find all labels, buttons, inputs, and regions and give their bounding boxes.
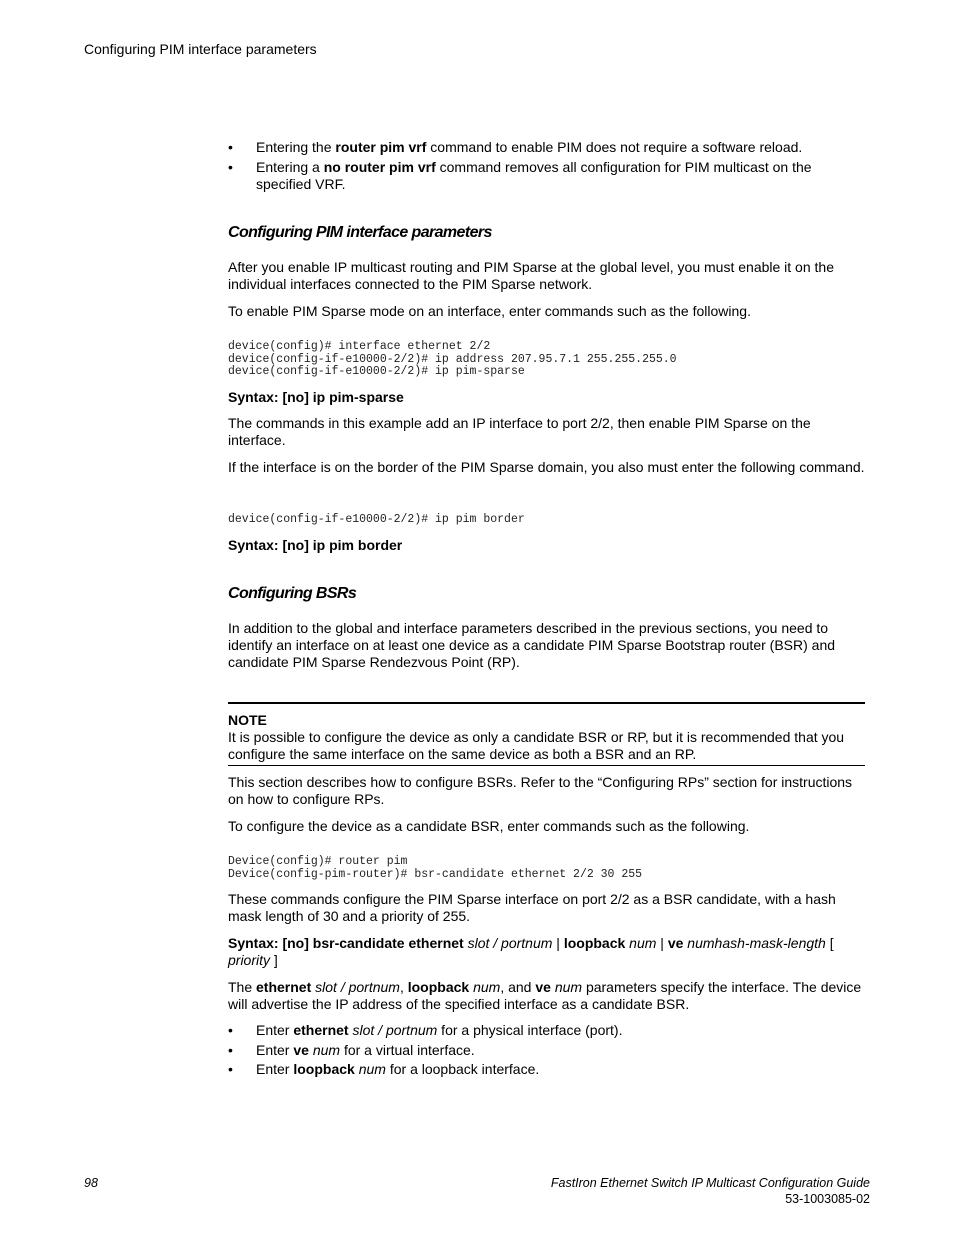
bullet-text: Entering a — [256, 159, 324, 175]
text-run: num — [469, 979, 501, 995]
code-line: Device(config-pim-router)# bsr-candidate ethernet 2/2 30 255 — [228, 867, 643, 881]
paragraph: The commands in this example add an IP interface to port 2/2, then enable PIM Sparse on the interface. — [228, 415, 811, 448]
note-top-rule — [228, 702, 865, 704]
paragraph: To configure the device as a candidate BSR, enter commands such as the following. — [228, 818, 750, 834]
text-run: num — [308, 1042, 341, 1058]
bullet-icon: • — [228, 1042, 233, 1058]
code-line: Device(config)# router pim — [228, 855, 408, 868]
text-run: num — [354, 1061, 386, 1077]
paragraph: After you enable IP multicast routing and PIM Sparse at the global level, you must enable it on the individual interfaces connected to the PIM Sparse network. — [228, 259, 834, 292]
text-run: Enter — [256, 1022, 294, 1038]
code-line: device(config-if-e10000-2/2)# ip pim-sparse — [228, 365, 525, 378]
text-run: Enter — [256, 1042, 294, 1058]
syntax-sep: | — [552, 935, 564, 951]
syntax-sep: ] — [270, 952, 278, 968]
page-number: 98 — [84, 1176, 98, 1190]
syntax-param: hash-mask-length — [714, 935, 826, 951]
text-run: for a loopback interface. — [385, 1061, 540, 1077]
syntax-keyword: ve — [667, 935, 684, 951]
syntax-line — [228, 935, 868, 969]
paragraph: These commands configure the PIM Sparse interface on port 2/2 as a BSR candidate, with a hash mask length of 30 and a priority of 255. — [228, 891, 836, 924]
syntax-keyword: loopback — [563, 935, 626, 951]
paragraph: To enable PIM Sparse mode on an interface, enter commands such as the following. — [228, 303, 751, 319]
text-run: loopback — [407, 979, 470, 995]
code-block — [228, 856, 868, 881]
syntax-param: slot / portnum — [463, 935, 553, 951]
guide-title: FastIron Ethernet Switch IP Multicast Configuration Guide — [550, 1176, 870, 1190]
code-line: device(config-if-e10000-2/2)# ip pim border — [228, 513, 525, 526]
running-header: Configuring PIM interface parameters — [84, 41, 317, 57]
text-run: for a virtual interface. — [340, 1042, 475, 1058]
command-name: router pim vrf — [335, 139, 427, 155]
syntax-param: num — [625, 935, 657, 951]
text-run: num — [550, 979, 583, 995]
doc-number: 53-1003085-02 — [785, 1192, 870, 1206]
text-run: , — [399, 979, 408, 995]
text-run: ethernet — [256, 979, 312, 995]
bullet-text: command removes all configuration for PIM multicast on the specified VRF. — [256, 159, 812, 192]
syntax-keyword: Syntax: [no] bsr-candidate ethernet — [228, 935, 464, 951]
syntax-sep: | — [656, 935, 668, 951]
bullet-icon: • — [228, 139, 233, 155]
text-run: ethernet — [293, 1022, 349, 1038]
bullet-icon: • — [228, 1022, 233, 1038]
text-run: parameters specify the interface. The device will advertise the IP address of the specified interface as a candidate BSR. — [228, 979, 862, 1012]
paragraph — [228, 979, 868, 1013]
paragraph: If the interface is on the border of the PIM Sparse domain, you also must enter the following command. — [228, 459, 865, 475]
section-heading: Configuring PIM interface parameters — [228, 224, 492, 241]
text-run: for a physical interface (port). — [437, 1022, 623, 1038]
note-label: NOTE — [228, 712, 267, 728]
text-run: loopback — [293, 1061, 355, 1077]
text-run: ve — [293, 1042, 309, 1058]
bullet-icon: • — [228, 1061, 233, 1077]
syntax-line: Syntax: [no] ip pim border — [228, 537, 403, 553]
text-run: , and — [500, 979, 536, 995]
paragraph: This section describes how to configure BSRs. Refer to the “Configuring RPs” section for instructions on how to configure RPs. — [228, 774, 853, 807]
syntax-sep: [ — [825, 935, 834, 951]
text-run: slot / portnum — [348, 1022, 438, 1038]
code-line: device(config)# interface ethernet 2/2 — [228, 340, 491, 353]
section-heading: Configuring BSRs — [228, 585, 357, 602]
bullet-text: command to enable PIM does not require a software reload. — [426, 139, 803, 155]
text-run: The — [228, 979, 257, 995]
text-run: ve — [535, 979, 551, 995]
paragraph: In addition to the global and interface parameters described in the previous sections, you need to identify an interface on at least one device as a candidate PIM Sparse Bootstrap router (BSR) and candidate PIM Sparse Rendezvous Point (RP). — [228, 620, 836, 670]
footer-guide — [370, 1175, 870, 1207]
syntax-line: Syntax: [no] ip pim-sparse — [228, 389, 404, 405]
bullet-text: Entering the — [256, 139, 336, 155]
bullet-icon: • — [228, 159, 233, 175]
syntax-param: priority — [228, 952, 271, 968]
code-block — [228, 341, 868, 379]
text-run: slot / portnum — [311, 979, 400, 995]
command-name: no router pim vrf — [323, 159, 436, 175]
note-text: It is possible to configure the device as only a candidate BSR or RP, but it is recommended that you configure the same interface on the same device as both a BSR and an RP. — [228, 729, 845, 762]
note-bottom-rule — [228, 765, 865, 766]
syntax-param: num — [683, 935, 715, 951]
text-run: Enter — [256, 1061, 294, 1077]
code-line: device(config-if-e10000-2/2)# ip address 207.95.7.1 255.255.255.0 — [228, 352, 677, 366]
